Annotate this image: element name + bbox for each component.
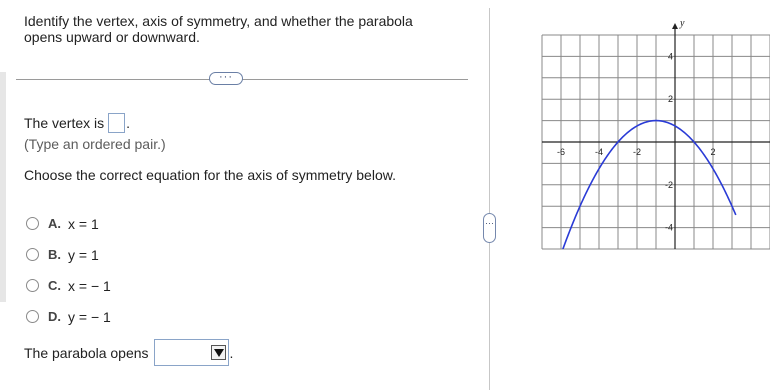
choice-b-letter: B. <box>48 247 61 262</box>
pane-divider <box>489 8 490 390</box>
radio-c[interactable] <box>26 279 39 292</box>
radio-a[interactable] <box>26 217 39 230</box>
vertex-answer-input[interactable] <box>108 113 125 133</box>
vertex-row <box>24 113 130 133</box>
x-tick-label: -2 <box>632 147 642 157</box>
choice-b-text: y = 1 <box>68 246 99 263</box>
dropdown-arrow-icon[interactable] <box>211 345 226 360</box>
choice-a[interactable] <box>26 208 111 239</box>
vertex-period: . <box>126 115 131 131</box>
vertex-hint: (Type an ordered pair.) <box>24 136 166 152</box>
y-tick-label: -4 <box>664 222 673 233</box>
opens-period: . <box>229 344 234 361</box>
expand-button[interactable]: ··· <box>209 72 243 85</box>
left-edge-strip <box>0 72 6 302</box>
choice-c[interactable] <box>26 270 111 301</box>
y-tick-label: 4 <box>667 51 673 62</box>
choice-d-text: y = − 1 <box>68 308 111 325</box>
axis-instruction: Choose the correct equation for the axis of symmetry below. <box>24 167 396 183</box>
y-axis-label: y <box>680 18 685 29</box>
question-line-1: Identify the vertex, axis of symmetry, and whether the parabola <box>24 13 413 29</box>
opens-dropdown[interactable] <box>154 339 229 366</box>
choice-c-letter: C. <box>48 278 61 293</box>
choice-d[interactable] <box>26 301 111 332</box>
x-tick-label: -4 <box>594 147 604 157</box>
graph-tick-labels <box>557 18 770 233</box>
pane-resize-handle[interactable]: ··· <box>483 213 496 243</box>
parabola-graph <box>530 10 770 250</box>
y-tick-label: -2 <box>664 179 673 190</box>
choice-a-letter: A. <box>48 216 61 231</box>
opens-label: The parabola opens <box>24 344 149 361</box>
y-axis-arrow-icon <box>672 23 678 29</box>
axis-choices <box>26 208 111 332</box>
x-tick-label: 2 <box>710 147 716 157</box>
y-tick-label: 2 <box>667 94 673 105</box>
radio-b[interactable] <box>26 248 39 261</box>
radio-d[interactable] <box>26 310 39 323</box>
vertex-label: The vertex is <box>24 115 105 131</box>
x-tick-label: -6 <box>556 147 566 157</box>
choice-a-text: x = 1 <box>68 215 99 232</box>
opens-row <box>24 339 233 366</box>
choice-c-text: x = − 1 <box>68 277 111 294</box>
question-text <box>24 13 454 45</box>
choice-d-letter: D. <box>48 309 61 324</box>
choice-b[interactable] <box>26 239 111 270</box>
question-line-2: opens upward or downward. <box>24 29 200 45</box>
